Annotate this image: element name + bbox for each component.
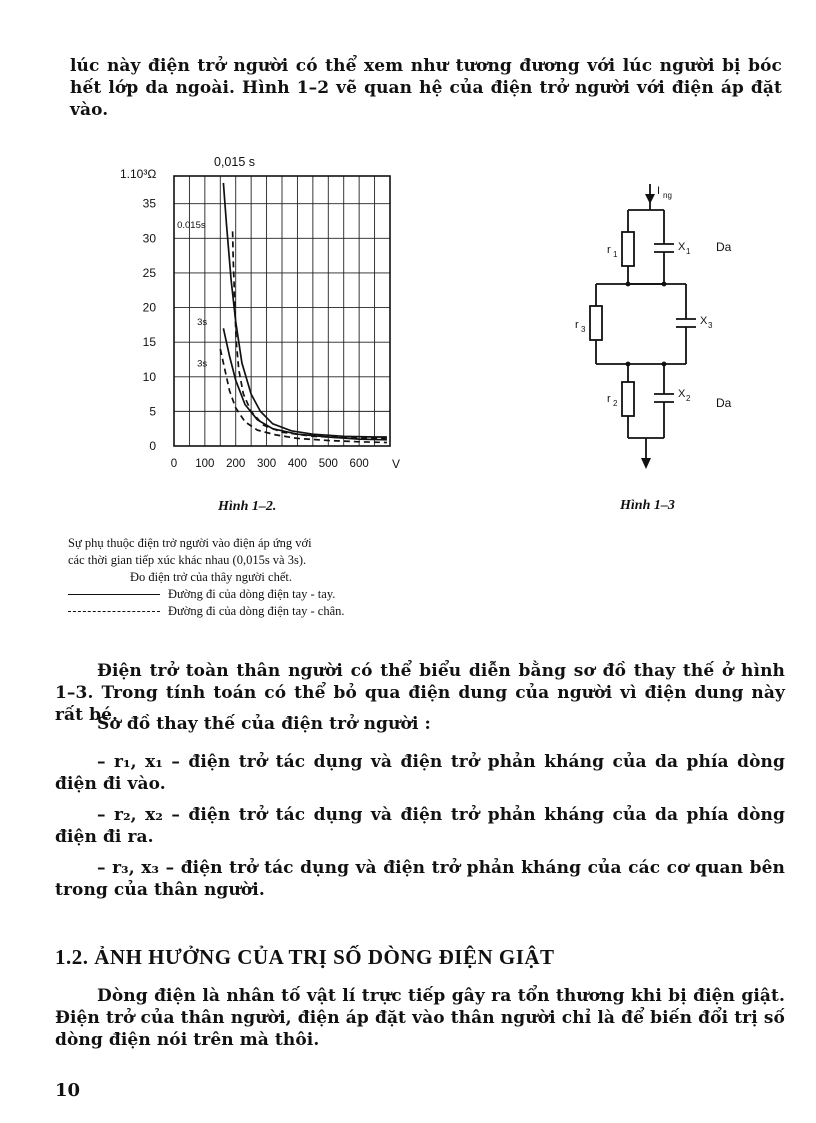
legend-dashed-line [68, 611, 160, 612]
r2-label: r [607, 393, 611, 405]
legend-solid-line [68, 594, 160, 595]
svg-text:2: 2 [686, 394, 691, 403]
y-tick-label: 20 [142, 300, 156, 315]
chart-xlabel: V [392, 457, 401, 471]
intro-paragraph: lúc này điện trở người có thể xem như tương đương với lúc người bị bóc hết lớp da ngoài. Hình 1–2 vẽ quan hệ của điện trở người với điện áp đặt vào. [70, 56, 782, 120]
legend-dashed-label: Đường đi của dòng điện tay - chân. [168, 604, 345, 618]
figure-1-2-caption: Hình 1–2. [218, 499, 277, 514]
svg-text:3: 3 [581, 325, 586, 334]
x-tick-label: 100 [195, 458, 215, 470]
chart-annotation: 3s [197, 358, 208, 370]
resistor-r2 [622, 382, 634, 416]
current-label-sub: ng [663, 191, 672, 200]
output-arrow-icon [641, 458, 651, 469]
legend-solid-row [68, 586, 468, 603]
legend-dashed-row [68, 603, 468, 620]
x-tick-label: 300 [256, 458, 277, 470]
chart-title: 0,015 s [214, 155, 256, 169]
legend-desc-2: các thời gian tiếp xúc khác nhau (0,015s và 3s). [68, 553, 307, 567]
svg-text:3: 3 [708, 321, 713, 330]
x3-label: X [700, 315, 708, 327]
svg-text:1: 1 [613, 250, 618, 259]
y-tick-label: 30 [142, 231, 156, 246]
paragraph-6: Dòng điện là nhân tố vật lí trực tiếp gây ra tổn thương khi bị điện giật. Điện trở của thân người, điện áp đặt vào thân người chỉ là để biến đổi trị số dòng điện nói trên mà thôi. [55, 986, 785, 1050]
chart-annotation: 3s [197, 316, 208, 328]
r1-label: r [607, 244, 611, 256]
y-tick-label: 25 [142, 265, 156, 280]
chart-grid [174, 176, 390, 446]
paragraph-1: Điện trở toàn thân người có thể biểu diễn bằng sơ đồ thay thế ở hình 1–3. Trong tính toán có thể bỏ qua điện dung của người vì điện dung này rất bé. [55, 661, 785, 725]
equivalent-circuit-diagram [560, 178, 770, 478]
section-heading: 1.2. ẢNH HƯỞNG CỦA TRỊ SỐ DÒNG ĐIỆN GIẬT [55, 945, 555, 969]
resistor-r3 [590, 306, 602, 340]
chart-ylabel: 1.10³Ω [120, 167, 157, 181]
y-tick-label: 10 [142, 369, 156, 384]
chart-annotation: 0.015s [177, 219, 206, 231]
current-arrow-icon [645, 194, 655, 204]
skin-label-top: Da [716, 240, 732, 254]
x1-label: X [678, 241, 686, 253]
x-tick-label: 500 [318, 458, 338, 470]
figure-1-3-caption: Hình 1–3 [620, 498, 675, 513]
page-number: 10 [55, 1080, 81, 1101]
y-tick-label: 35 [142, 196, 156, 211]
paragraph-3: – r₁, x₁ – điện trở tác dụng và điện trở phản kháng của da phía dòng điện đi vào. [55, 752, 785, 794]
paragraph-5: – r₃, x₃ – điện trở tác dụng và điện trở phản kháng của các cơ quan bên trong của thân người. [55, 858, 785, 900]
svg-text:1: 1 [686, 247, 691, 256]
curve-0-015-s-tay-tay [223, 183, 387, 437]
y-tick-label: 0 [149, 439, 156, 453]
x-tick-label: 600 [349, 458, 369, 470]
figure-1-2-legend [68, 535, 468, 620]
x-tick-label: 0 [170, 458, 178, 470]
chart-annotations [177, 220, 207, 369]
paragraph-2: Sơ đồ thay thế của điện trở người : [97, 714, 431, 734]
legend-desc-1: Sự phụ thuộc điện trở người vào điện áp ứng với [68, 536, 312, 550]
x2-label: X [678, 388, 686, 400]
y-tick-label: 15 [142, 335, 156, 350]
legend-solid-label: Đường đi của dòng điện tay - tay. [168, 587, 336, 601]
x-tick-label: 200 [226, 458, 246, 470]
legend-desc-3: Đo điện trở của thây người chết. [130, 570, 292, 584]
r3-label: r [575, 319, 579, 331]
svg-text:2: 2 [613, 399, 618, 408]
paragraph-4: – r₂, x₂ – điện trở tác dụng và điện trở phản kháng của da phía dòng điện đi ra. [55, 805, 785, 847]
resistor-r1 [622, 232, 634, 266]
curve-0-015-s-tay-ch-n [233, 231, 387, 438]
skin-label-bottom: Da [716, 396, 732, 410]
current-label: I [657, 185, 661, 197]
x-tick-label: 400 [287, 458, 308, 470]
curve-3s-tay-ch-n [220, 349, 387, 442]
y-tick-label: 5 [149, 404, 156, 419]
chart-curves [220, 183, 387, 443]
resistance-voltage-chart [110, 150, 410, 480]
